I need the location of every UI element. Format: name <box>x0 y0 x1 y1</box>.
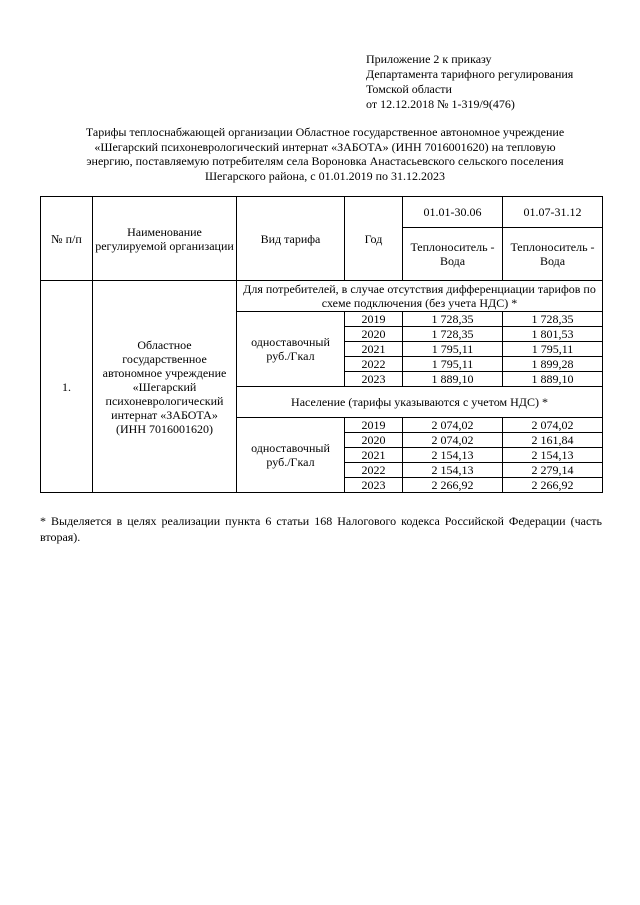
tariff-value-cell: 1 889,10 <box>403 372 503 387</box>
header-year: Год <box>345 197 403 281</box>
row-number: 1. <box>41 281 93 493</box>
appendix-line: Департамента тарифного регулирования <box>366 67 574 81</box>
header-period-1: 01.01-30.06 <box>403 197 503 228</box>
tariff-type-cell: одноставочный руб./Гкал <box>237 312 345 387</box>
tariff-value-cell: 2 154,13 <box>403 448 503 463</box>
tariff-value-cell: 2 161,84 <box>503 433 603 448</box>
year-cell: 2023 <box>345 478 403 493</box>
appendix-line: Приложение 2 к приказу <box>366 52 492 66</box>
tariff-value-cell: 1 728,35 <box>503 312 603 327</box>
section-row <box>41 281 603 312</box>
header-org: Наименование регулируемой организации <box>93 197 237 281</box>
section-1-label: Для потребителей, в случае отсутствия дифференциации тарифов по схеме подключения (без учета НДС) * <box>237 281 603 312</box>
tariff-value-cell: 1 899,28 <box>503 357 603 372</box>
tariff-value-cell: 1 795,11 <box>503 342 603 357</box>
section-2-label: Население (тарифы указываются с учетом НДС) * <box>237 387 603 418</box>
footnote: * Выделяется в целях реализации пункта 6 статьи 168 Налогового кодекса Российской Федерации (часть вторая). <box>40 514 602 544</box>
tariff-value-cell: 1 801,53 <box>503 327 603 342</box>
year-cell: 2023 <box>345 372 403 387</box>
title-line: Шегарского района, с 01.01.2019 по 31.12.2023 <box>204 168 446 183</box>
year-cell: 2022 <box>345 463 403 478</box>
tariff-value-cell: 1 889,10 <box>503 372 603 387</box>
year-cell: 2019 <box>345 418 403 433</box>
header-carrier-1: Теплоноситель - Вода <box>403 228 503 281</box>
tariff-value-cell: 2 266,92 <box>403 478 503 493</box>
tariff-value-cell: 1 795,11 <box>403 357 503 372</box>
tariff-value-cell: 2 154,13 <box>403 463 503 478</box>
header-tariff-type: Вид тарифа <box>237 197 345 281</box>
header-carrier-2: Теплоноситель - Вода <box>503 228 603 281</box>
document-title <box>40 125 610 183</box>
year-cell: 2019 <box>345 312 403 327</box>
appendix-line: Томской области <box>366 82 452 96</box>
title-line: Тарифы теплоснабжающей организации Областное государственное автономное учреждение <box>85 125 565 139</box>
year-cell: 2021 <box>345 448 403 463</box>
tariff-table <box>40 196 603 493</box>
appendix-block <box>366 52 573 112</box>
organization-name: Областное государственное автономное учреждение «Шегарский психоневрологический интернат «ЗАБОТА» (ИНН 7016001620) <box>93 281 237 493</box>
tariff-value-cell: 2 074,02 <box>403 418 503 433</box>
header-num: № п/п <box>41 197 93 281</box>
tariff-type-cell: одноставочный руб./Гкал <box>237 418 345 493</box>
tariff-value-cell: 2 266,92 <box>503 478 603 493</box>
tariff-value-cell: 2 074,02 <box>503 418 603 433</box>
year-cell: 2020 <box>345 433 403 448</box>
title-line: энергию, поставляемую потребителям села Вороновка Анастасьевского сельского поселения <box>86 154 564 168</box>
year-cell: 2021 <box>345 342 403 357</box>
tariff-value-cell: 1 728,35 <box>403 327 503 342</box>
tariff-value-cell: 2 074,02 <box>403 433 503 448</box>
tariff-value-cell: 1 795,11 <box>403 342 503 357</box>
year-cell: 2020 <box>345 327 403 342</box>
tariff-value-cell: 1 728,35 <box>403 312 503 327</box>
header-row <box>41 197 603 228</box>
header-period-2: 01.07-31.12 <box>503 197 603 228</box>
title-line: «Шегарский психоневрологический интернат «ЗАБОТА» (ИНН 7016001620) на тепловую <box>94 139 556 154</box>
tariff-value-cell: 2 154,13 <box>503 448 603 463</box>
year-cell: 2022 <box>345 357 403 372</box>
tariff-value-cell: 2 279,14 <box>503 463 603 478</box>
appendix-line: от 12.12.2018 № 1-319/9(476) <box>366 97 515 111</box>
